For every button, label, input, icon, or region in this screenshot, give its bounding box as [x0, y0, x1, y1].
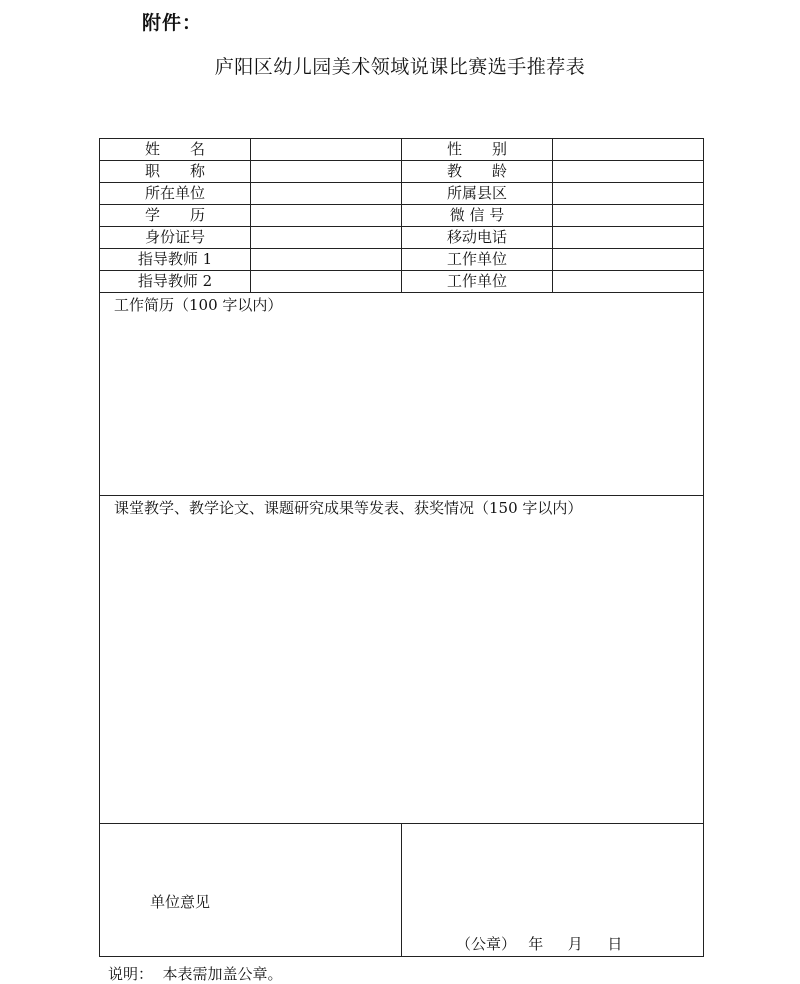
- label-mentor-2-unit: 工作单位: [402, 271, 553, 293]
- awards-box[interactable]: [100, 496, 704, 824]
- field-name[interactable]: [251, 139, 402, 161]
- opinion-label-cell: [100, 824, 402, 957]
- field-gender[interactable]: [553, 139, 704, 161]
- field-wechat[interactable]: [553, 205, 704, 227]
- resume-label: 工作简历（100 字以内）: [114, 296, 283, 314]
- field-mentor-1[interactable]: [251, 249, 402, 271]
- label-mobile: 移动电话: [402, 227, 553, 249]
- form-row-title: [100, 161, 704, 183]
- resume-box[interactable]: [100, 293, 704, 496]
- field-teaching-years[interactable]: [553, 161, 704, 183]
- awards-label: 课堂教学、教学论文、课题研究成果等发表、获奖情况（150 字以内）: [114, 499, 583, 517]
- attachment-label: 附件：: [142, 12, 203, 34]
- label-unit: 所在单位: [100, 183, 251, 205]
- field-mobile[interactable]: [553, 227, 704, 249]
- form-row-unit: [100, 183, 704, 205]
- recommendation-form: [99, 138, 704, 957]
- label-id-number: 身份证号: [100, 227, 251, 249]
- label-district: 所属县区: [402, 183, 553, 205]
- label-teaching-years: 教 龄: [402, 161, 553, 183]
- field-education[interactable]: [251, 205, 402, 227]
- field-mentor-1-unit[interactable]: [553, 249, 704, 271]
- form-row-education: [100, 205, 704, 227]
- form-row-resume: [100, 293, 704, 496]
- label-mentor-1: 指导教师 1: [100, 249, 251, 271]
- label-title: 职 称: [100, 161, 251, 183]
- field-title[interactable]: [251, 161, 402, 183]
- footnote: 说明： 本表需加盖公章。: [108, 965, 283, 983]
- form-row-id: [100, 227, 704, 249]
- field-unit[interactable]: [251, 183, 402, 205]
- label-gender: 性 别: [402, 139, 553, 161]
- opinion-stamp-cell[interactable]: [402, 824, 704, 957]
- label-mentor-1-unit: 工作单位: [402, 249, 553, 271]
- form-row-mentor-1: [100, 249, 704, 271]
- form-row-opinion: [100, 824, 704, 957]
- label-name: 姓 名: [100, 139, 251, 161]
- field-district[interactable]: [553, 183, 704, 205]
- form-row-mentor-2: [100, 271, 704, 293]
- opinion-label: 单位意见: [150, 893, 211, 911]
- label-mentor-2: 指导教师 2: [100, 271, 251, 293]
- field-mentor-2-unit[interactable]: [553, 271, 704, 293]
- field-mentor-2[interactable]: [251, 271, 402, 293]
- label-education: 学 历: [100, 205, 251, 227]
- stamp-date-line: （公章） 年 月 日: [456, 935, 623, 953]
- field-id-number[interactable]: [251, 227, 402, 249]
- form-title: 庐阳区幼儿园美术领域说课比赛选手推荐表: [214, 56, 586, 78]
- form-row-name: [100, 139, 704, 161]
- label-wechat: 微 信 号: [402, 205, 553, 227]
- form-row-awards: [100, 496, 704, 824]
